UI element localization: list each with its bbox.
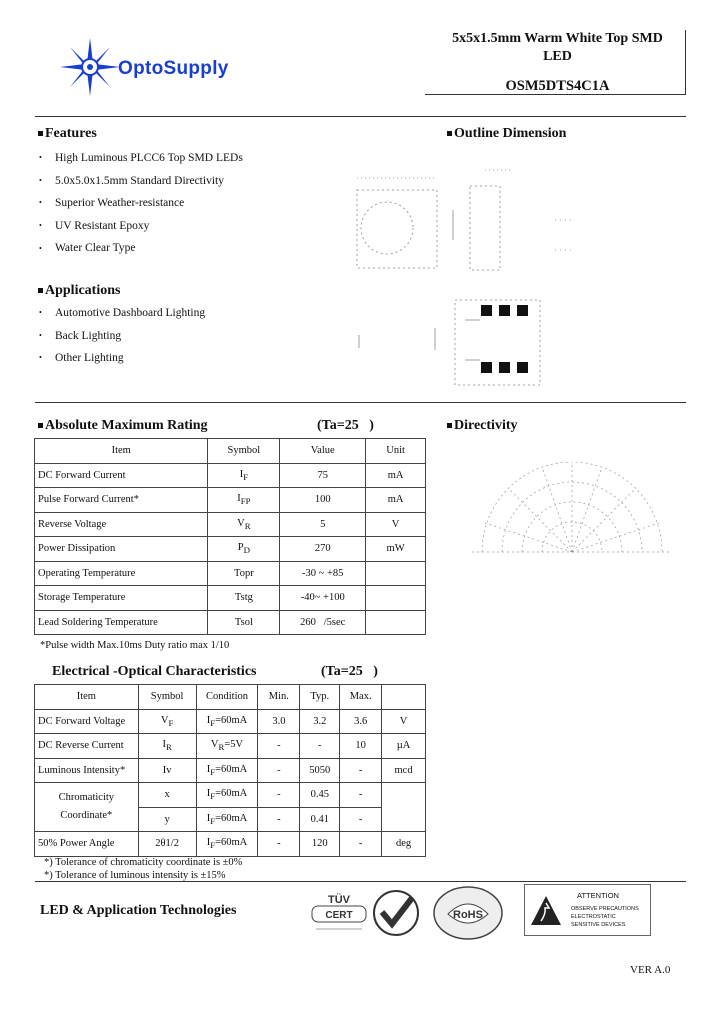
typ-cell: - bbox=[300, 734, 340, 759]
symbol-cell: $I_{FP}$ bbox=[208, 488, 280, 513]
symbol-cell: $V_F$ bbox=[138, 709, 196, 734]
item-cell: Power Dissipation bbox=[35, 537, 208, 562]
section-bullet-icon bbox=[447, 423, 452, 428]
chromaticity-label: Coordinate* bbox=[60, 810, 113, 821]
value-cell: -40~ +100 bbox=[280, 586, 366, 611]
abs-max-condition: (Ta=25 ) bbox=[317, 418, 374, 433]
chromaticity-item-cell bbox=[35, 783, 139, 832]
unit-cell: mA bbox=[366, 488, 426, 513]
symbol-cell: $I_F$ bbox=[208, 463, 280, 488]
item-cell: DC Forward Voltage bbox=[35, 709, 139, 734]
table-row bbox=[35, 832, 426, 857]
abs-max-heading: Absolute Maximum Rating bbox=[38, 418, 208, 434]
attention-title: ATTENTION bbox=[577, 891, 619, 900]
value-cell: 260 /5sec bbox=[280, 610, 366, 635]
electrical-condition: (Ta=25 ) bbox=[321, 664, 378, 679]
section-bullet-icon bbox=[447, 131, 452, 136]
section-bullet-icon bbox=[38, 131, 43, 136]
note-line: *) Tolerance of luminous intensity is ±15% bbox=[44, 870, 226, 881]
symbol-cell: x bbox=[138, 783, 196, 808]
item-cell: 50% Power Angle bbox=[35, 832, 139, 857]
outline-drawing bbox=[345, 150, 605, 390]
unit-cell bbox=[366, 586, 426, 611]
unit-cell: deg bbox=[382, 832, 426, 857]
footer-divider bbox=[35, 881, 686, 882]
part-number: OSM5DTS4C1A bbox=[505, 78, 610, 94]
feature-item: • 5.0x5.0x1.5mm Standard Directivity bbox=[38, 170, 243, 193]
condition-cell: $I_F=60mA$ bbox=[196, 709, 258, 734]
value-cell: 270 bbox=[280, 537, 366, 562]
table-row bbox=[35, 561, 426, 586]
unit-cell: mcd bbox=[382, 758, 426, 783]
svg-text:TÜV: TÜV bbox=[328, 894, 350, 906]
symbol-cell: $I_R$ bbox=[138, 734, 196, 759]
header-cell: Symbol bbox=[208, 439, 280, 464]
electrical-notes bbox=[44, 856, 242, 882]
top-divider bbox=[35, 116, 686, 117]
item-cell: Reverse Voltage bbox=[35, 512, 208, 537]
attention-line: SENSITIVE DEVICES bbox=[571, 922, 626, 928]
condition-cell: $I_F=60mA$ bbox=[196, 807, 258, 832]
section-bullet-icon bbox=[38, 423, 43, 428]
brand-name: OptoSupply bbox=[118, 58, 229, 79]
header-cell: Condition bbox=[196, 685, 258, 710]
symbol-cell: Tstg bbox=[208, 586, 280, 611]
condition-cell: $V_R=5V$ bbox=[196, 734, 258, 759]
max-cell: - bbox=[340, 807, 382, 832]
symbol-cell: Iv bbox=[138, 758, 196, 783]
tuv-cert-logo-icon bbox=[308, 891, 370, 937]
unit-cell: V bbox=[382, 709, 426, 734]
feature-item: • High Luminous PLCC6 Top SMD LEDs bbox=[38, 147, 243, 170]
header-cell: Symbol bbox=[138, 685, 196, 710]
table-header-row bbox=[35, 439, 426, 464]
chromaticity-label: Chromaticity bbox=[58, 792, 115, 803]
min-cell: - bbox=[258, 807, 300, 832]
table-row bbox=[35, 758, 426, 783]
applications-heading: Applications bbox=[38, 283, 120, 299]
version-label: VER A.0 bbox=[630, 964, 671, 976]
feature-item: • Water Clear Type bbox=[38, 237, 243, 260]
title-frame-right bbox=[685, 30, 686, 94]
esd-attention-box bbox=[524, 884, 651, 936]
unit-cell: mA bbox=[366, 463, 426, 488]
feature-item: • UV Resistant Epoxy bbox=[38, 215, 243, 238]
middle-divider bbox=[35, 402, 686, 403]
min-cell: - bbox=[258, 832, 300, 857]
symbol-cell: Tsol bbox=[208, 610, 280, 635]
header-cell: Max. bbox=[340, 685, 382, 710]
typ-cell: 0.41 bbox=[300, 807, 340, 832]
max-cell: 10 bbox=[340, 734, 382, 759]
applications-list bbox=[38, 302, 205, 370]
application-item: • Back Lighting bbox=[38, 325, 205, 348]
directivity-heading: Directivity bbox=[447, 418, 518, 434]
min-cell: - bbox=[258, 783, 300, 808]
rohs-compliant-icon bbox=[430, 884, 506, 942]
outline-heading: Outline Dimension bbox=[447, 126, 566, 142]
attention-line: OBSERVE PRECAUTIONS bbox=[571, 906, 639, 912]
unit-cell bbox=[366, 561, 426, 586]
features-list bbox=[38, 147, 243, 260]
item-cell: Lead Soldering Temperature bbox=[35, 610, 208, 635]
directivity-chart bbox=[462, 462, 682, 582]
star-logo-icon bbox=[58, 36, 122, 98]
header-cell: Typ. bbox=[300, 685, 340, 710]
condition-cell: $I_F=60mA$ bbox=[196, 832, 258, 857]
table-row bbox=[35, 610, 426, 635]
svg-text:RoHS: RoHS bbox=[453, 909, 483, 921]
min-cell: - bbox=[258, 758, 300, 783]
header-cell bbox=[382, 685, 426, 710]
unit-cell: mW bbox=[366, 537, 426, 562]
unit-cell bbox=[366, 610, 426, 635]
symbol-cell: y bbox=[138, 807, 196, 832]
abs-max-note: *Pulse width Max.10ms Duty ratio max 1/10 bbox=[40, 640, 230, 651]
table-row bbox=[35, 586, 426, 611]
esd-warning-icon bbox=[529, 894, 563, 928]
header-cell: Min. bbox=[258, 685, 300, 710]
typ-cell: 5050 bbox=[300, 758, 340, 783]
attention-lines bbox=[571, 905, 639, 929]
symbol-cell: 2θ1/2 bbox=[138, 832, 196, 857]
header-cell: Item bbox=[35, 685, 139, 710]
feature-item: • Superior Weather-resistance bbox=[38, 192, 243, 215]
application-item: • Other Lighting bbox=[38, 347, 205, 370]
unit-cell bbox=[382, 783, 426, 832]
typ-cell: 120 bbox=[300, 832, 340, 857]
header-cell: Item bbox=[35, 439, 208, 464]
application-item: • Automotive Dashboard Lighting bbox=[38, 302, 205, 325]
company-name: LED & Application Technologies bbox=[40, 903, 237, 918]
table-row bbox=[35, 783, 426, 808]
symbol-cell: $P_D$ bbox=[208, 537, 280, 562]
svg-text:CERT: CERT bbox=[325, 910, 353, 921]
title-line-1: 5x5x1.5mm Warm White Top SMD bbox=[452, 31, 663, 46]
symbol-cell: Topr bbox=[208, 561, 280, 586]
table-header-row bbox=[35, 685, 426, 710]
attention-line: ELECTROSTATIC bbox=[571, 914, 616, 920]
max-cell: - bbox=[340, 832, 382, 857]
max-cell: 3.6 bbox=[340, 709, 382, 734]
item-cell: Pulse Forward Current* bbox=[35, 488, 208, 513]
unit-cell: V bbox=[366, 512, 426, 537]
note-line: *) Tolerance of chromaticity coordinate is ±0% bbox=[44, 857, 243, 868]
page-title bbox=[430, 30, 685, 66]
value-cell: -30 ~ +85 bbox=[280, 561, 366, 586]
value-cell: 75 bbox=[280, 463, 366, 488]
table-row bbox=[35, 512, 426, 537]
table-row bbox=[35, 463, 426, 488]
value-cell: 100 bbox=[280, 488, 366, 513]
condition-cell: $I_F=60mA$ bbox=[196, 783, 258, 808]
table-row bbox=[35, 734, 426, 759]
max-cell: - bbox=[340, 783, 382, 808]
item-cell: DC Reverse Current bbox=[35, 734, 139, 759]
header-cell: Value bbox=[280, 439, 366, 464]
brand-logo bbox=[58, 36, 273, 98]
header-cell: Unit bbox=[366, 439, 426, 464]
electrical-table bbox=[34, 684, 426, 857]
value-cell: 5 bbox=[280, 512, 366, 537]
typ-cell: 0.45 bbox=[300, 783, 340, 808]
electrical-heading: Electrical -Optical Characteristics bbox=[52, 664, 257, 679]
condition-cell: $I_F=60mA$ bbox=[196, 758, 258, 783]
unit-cell: µA bbox=[382, 734, 426, 759]
item-cell: Luminous Intensity* bbox=[35, 758, 139, 783]
table-row bbox=[35, 488, 426, 513]
min-cell: - bbox=[258, 734, 300, 759]
min-cell: 3.0 bbox=[258, 709, 300, 734]
table-row bbox=[35, 537, 426, 562]
table-row bbox=[35, 709, 426, 734]
symbol-cell: $V_R$ bbox=[208, 512, 280, 537]
abs-max-table bbox=[34, 438, 426, 635]
max-cell: - bbox=[340, 758, 382, 783]
title-line-2: LED bbox=[543, 49, 572, 64]
certified-check-icon bbox=[370, 888, 422, 938]
section-bullet-icon bbox=[38, 288, 43, 293]
typ-cell: 3.2 bbox=[300, 709, 340, 734]
item-cell: Operating Temperature bbox=[35, 561, 208, 586]
item-cell: Storage Temperature bbox=[35, 586, 208, 611]
features-heading: Features bbox=[38, 126, 97, 142]
item-cell: DC Forward Current bbox=[35, 463, 208, 488]
